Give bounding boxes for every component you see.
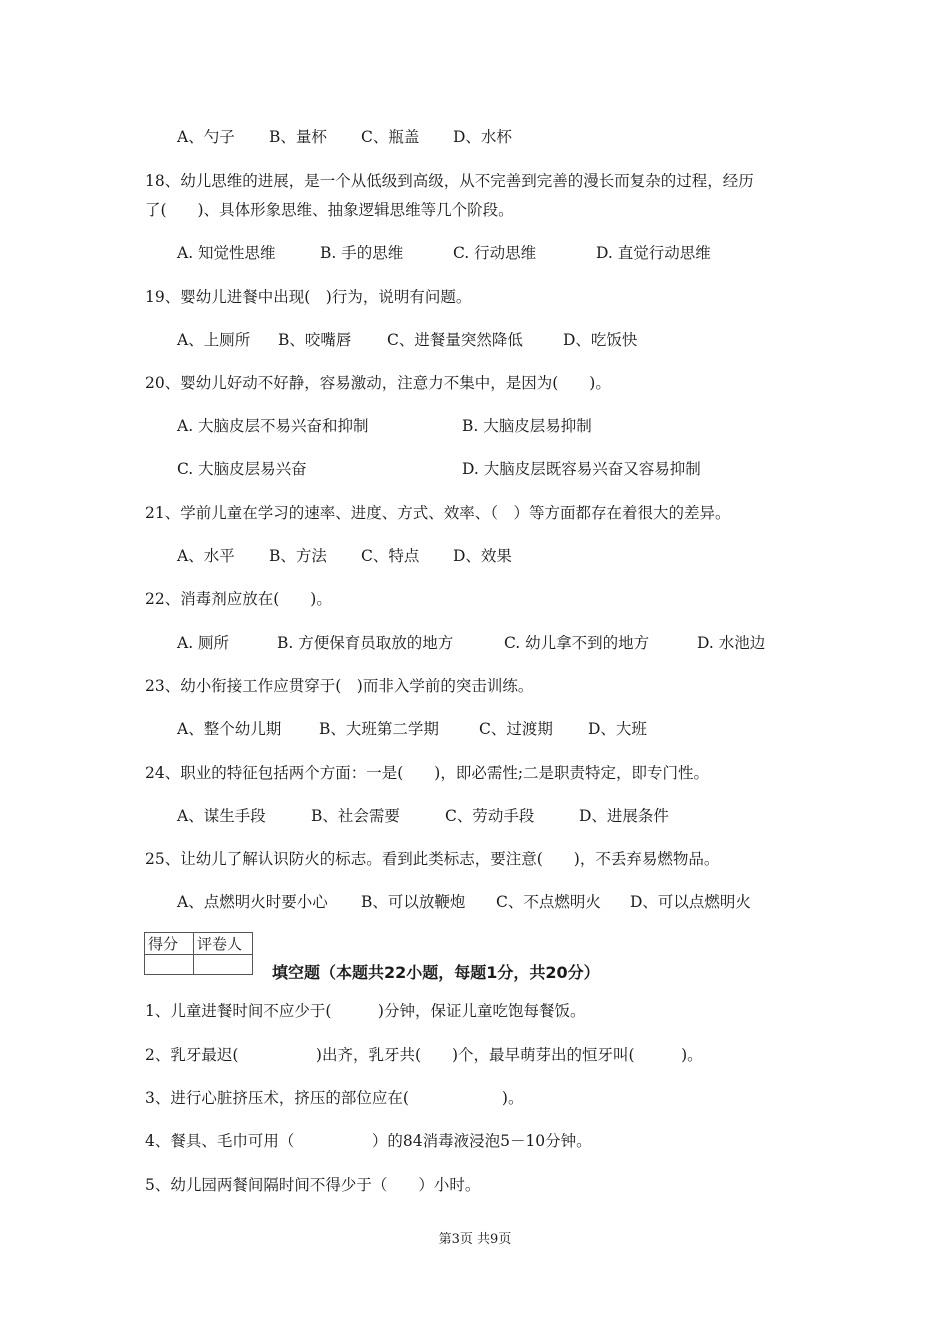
option-d: D、可以点燃明火 <box>630 893 751 911</box>
question-21: 21、学前儿童在学习的速率、进度、方式、效率、（ ）等方面都存在着很大的差异。 <box>145 504 731 522</box>
option-d: D. 直觉行动思维 <box>596 244 711 262</box>
option-d: D. 水池边 <box>697 634 766 652</box>
option-b: B. 手的思维 <box>320 244 404 262</box>
option-b: B、方法 <box>269 547 327 565</box>
option-c: C、劳动手段 <box>445 807 535 825</box>
option-c: C、不点燃明火 <box>496 893 601 911</box>
option-a: A. 知觉性思维 <box>177 244 276 262</box>
option-a: A、整个幼儿期 <box>177 720 282 738</box>
option-d: D、吃饭快 <box>563 331 638 349</box>
fill-question-4: 4、餐具、毛巾可用（ ）的84消毒液浸泡5－10分钟。 <box>145 1132 592 1150</box>
section-title: 填空题（本题共22小题，每题1分，共20分） <box>272 963 600 982</box>
option-d: D、水杯 <box>453 128 512 146</box>
question-22: 22、消毒剂应放在( )。 <box>145 590 332 608</box>
option-a: A. 厕所 <box>177 634 230 652</box>
fill-question-5: 5、幼儿园两餐间隔时间不得少于（ ）小时。 <box>145 1176 481 1194</box>
option-a: A、勺子 <box>177 128 235 146</box>
option-b: B、大班第二学期 <box>319 720 439 738</box>
option-d: D、大班 <box>588 720 647 738</box>
grader-cell <box>194 955 253 975</box>
question-24: 24、职业的特征包括两个方面：一是( )，即必需性;二是职责特定，即专门性。 <box>145 764 710 782</box>
option-a: A、水平 <box>177 547 235 565</box>
question-18-line2: 了( )、具体形象思维、抽象逻辑思维等几个阶段。 <box>145 201 514 219</box>
score-table <box>144 932 253 975</box>
page-footer: 第3页 共9页 <box>438 1232 512 1247</box>
question-25: 25、让幼儿了解认识防火的标志。看到此类标志，要注意( )，不丢弃易燃物品。 <box>145 850 720 868</box>
question-20: 20、婴幼儿好动不好静，容易激动，注意力不集中，是因为( )。 <box>145 374 611 392</box>
option-a: A、点燃明火时要小心 <box>177 893 328 911</box>
fill-question-3: 3、进行心脏挤压术，挤压的部位应在( )。 <box>145 1089 524 1107</box>
option-a: A. 大脑皮层不易兴奋和抑制 <box>177 417 369 435</box>
option-d: D. 大脑皮层既容易兴奋又容易抑制 <box>462 460 701 478</box>
question-19: 19、婴幼儿进餐中出现( )行为，说明有问题。 <box>145 288 472 306</box>
score-cell <box>145 955 194 975</box>
option-c: C、进餐量突然降低 <box>387 331 523 349</box>
fill-question-1: 1、儿童进餐时间不应少于( )分钟，保证儿童吃饱每餐饭。 <box>145 1002 586 1020</box>
option-b: B、可以放鞭炮 <box>361 893 466 911</box>
option-b: B、咬嘴唇 <box>278 331 352 349</box>
option-d: D、效果 <box>453 547 512 565</box>
option-c: C、特点 <box>361 547 420 565</box>
option-c: C、过渡期 <box>479 720 553 738</box>
option-b: B、社会需要 <box>311 807 400 825</box>
option-d: D、进展条件 <box>579 807 669 825</box>
option-c: C. 大脑皮层易兴奋 <box>177 460 307 478</box>
question-18-line1: 18、幼儿思维的进展，是一个从低级到高级，从不完善到完善的漫长而复杂的过程，经历 <box>145 172 754 190</box>
option-c: C. 幼儿拿不到的地方 <box>504 634 650 652</box>
question-23: 23、幼小衔接工作应贯穿于( )而非入学前的突击训练。 <box>145 677 534 695</box>
option-b: B、量杯 <box>269 128 327 146</box>
score-header: 得分 <box>145 933 194 955</box>
option-b: B. 大脑皮层易抑制 <box>462 417 592 435</box>
option-c: C. 行动思维 <box>453 244 537 262</box>
option-c: C、瓶盖 <box>361 128 420 146</box>
option-a: A、上厕所 <box>177 331 251 349</box>
option-a: A、谋生手段 <box>177 807 266 825</box>
option-b: B. 方便保育员取放的地方 <box>277 634 454 652</box>
grader-header: 评卷人 <box>194 933 253 955</box>
fill-question-2: 2、乳牙最迟( )出齐，乳牙共( )个，最早萌芽出的恒牙叫( )。 <box>145 1046 703 1064</box>
